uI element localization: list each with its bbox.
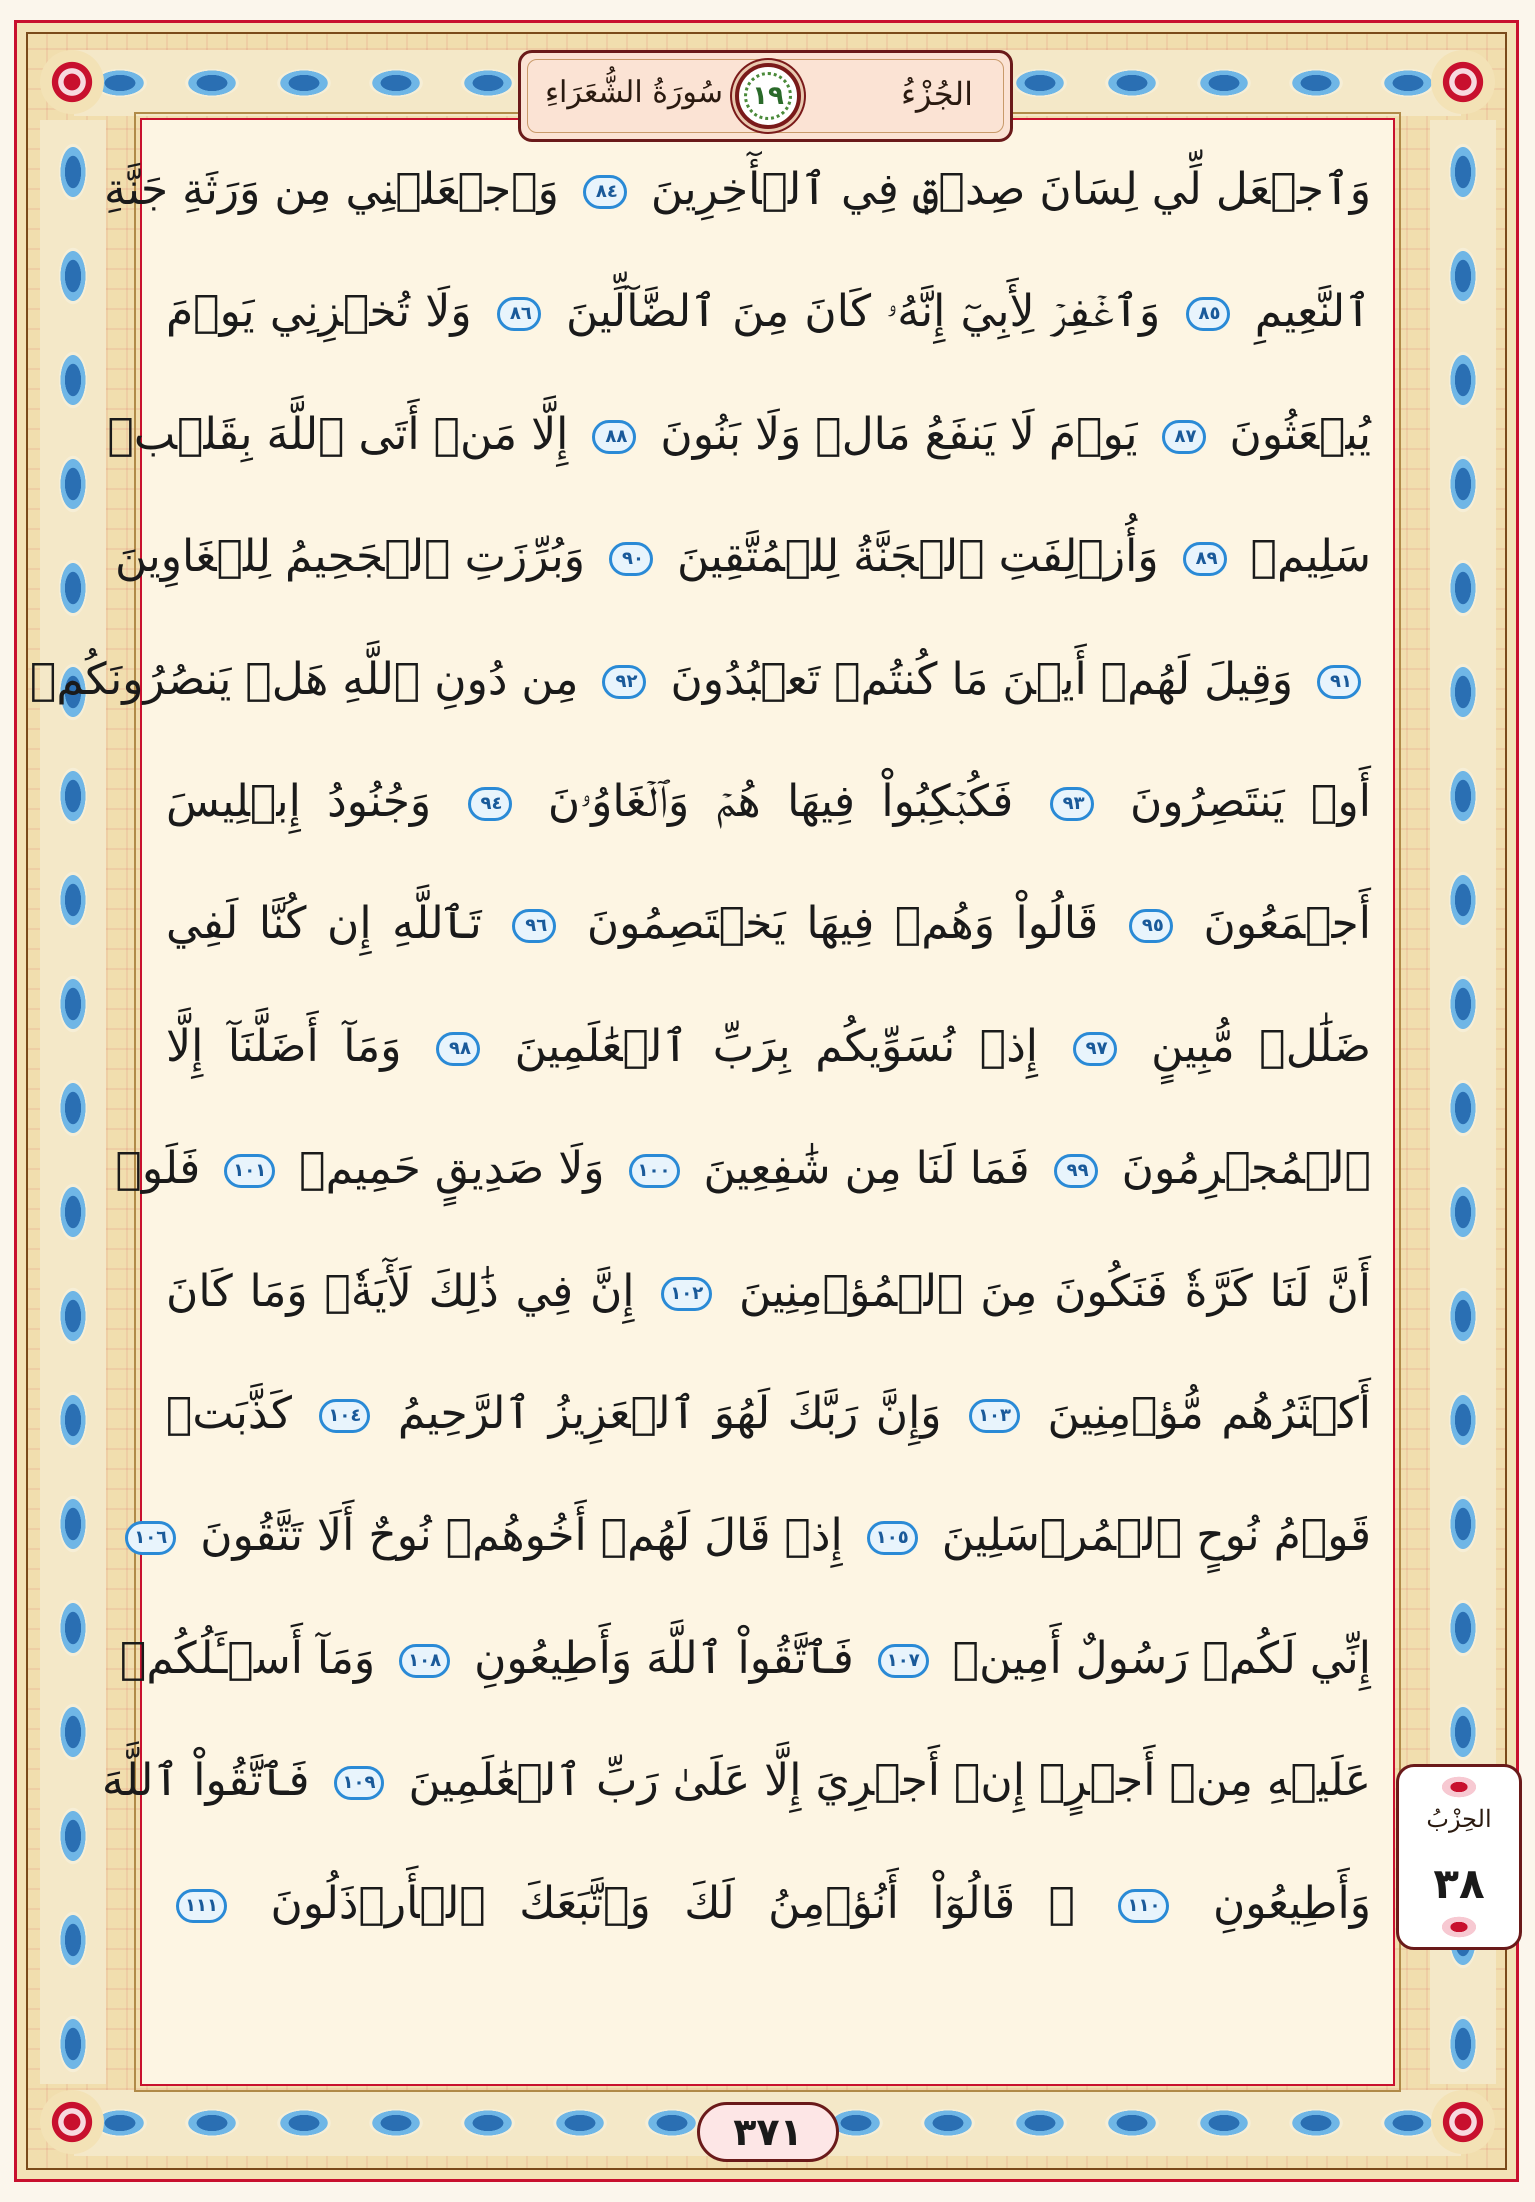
ayah-number-marker: ٨٧ — [1162, 420, 1206, 454]
verse-text: فَمَا لَنَا مِن شَٰفِعِينَ — [703, 1143, 1030, 1194]
verse-line — [166, 1862, 1371, 1946]
verse-text: فَلَوۡ — [115, 1143, 201, 1194]
verse-text: وَلَا تُخۡزِنِي يَوۡمَ — [166, 286, 472, 337]
verse-text: مِن دُونِ ٱللَّهِ هَلۡ يَنصُرُونَكُمۡ — [29, 654, 579, 705]
juz-number: ١٩ — [752, 81, 784, 111]
verse-text: وَقِيلَ لَهُمۡ أَيۡنَ مَا كُنتُمۡ تَعۡبُدُونَ — [670, 654, 1293, 705]
verse-line — [107, 393, 1371, 477]
verse-line — [115, 515, 1371, 599]
verse-line — [166, 270, 1371, 354]
ayah-number-marker: ١١٠ — [1118, 1889, 1169, 1923]
verse-line — [166, 1005, 1371, 1089]
verse-text: ٱلنَّعِيمِ — [1254, 286, 1371, 337]
verse-text: وَٱغۡفِرۡ لِأَبِيٓ إِنَّهُۥ كَانَ مِنَ ٱلضَّآلِّينَ — [566, 286, 1161, 337]
corner-rosette-icon — [1431, 50, 1495, 114]
verse-text: أَكۡثَرُهُم مُّؤۡمِنِينَ — [1047, 1388, 1371, 1439]
verse-line — [166, 882, 1371, 966]
ayah-number-marker: ١٠٠ — [629, 1154, 680, 1188]
ayah-number-marker: ٨٥ — [1186, 297, 1230, 331]
verse-text: سَلِيمٖ — [1250, 531, 1371, 582]
ornament-left — [40, 120, 106, 2084]
verse-text: وَٱجۡعَل لِّي لِسَانَ صِدۡقٖ فِي ٱلۡأٓخِرِينَ — [650, 164, 1371, 215]
corner-rosette-icon — [40, 50, 104, 114]
hizb-number: ٣٨ — [1433, 1859, 1485, 1908]
ayah-number-marker: ١٠٤ — [319, 1399, 370, 1433]
verse-line — [119, 1617, 1371, 1701]
ayah-number-marker: ٩٨ — [436, 1032, 480, 1066]
verse-text: ٱلۡمُجۡرِمُونَ — [1121, 1143, 1371, 1194]
verse-text: وَٱجۡعَلۡنِي مِن وَرَثَةِ جَنَّةِ — [104, 164, 559, 215]
ayah-number-marker: ١٠٦ — [125, 1521, 176, 1555]
verse-line — [166, 1372, 1371, 1456]
verse-text: قَالُواْ وَهُمۡ فِيهَا يَخۡتَصِمُونَ — [586, 898, 1099, 949]
ayah-number-marker: ١٠٧ — [878, 1644, 929, 1678]
verse-text: عَلَيۡهِ مِنۡ أَجۡرٍۖ إِنۡ أَجۡرِيَ إِلَّا عَلَىٰ رَبِّ ٱلۡعَٰلَمِينَ — [408, 1755, 1371, 1806]
verse-text: وَمَآ أَسۡـَٔلُكُمۡ — [119, 1633, 376, 1684]
verse-text: يُبۡعَثُونَ — [1229, 409, 1371, 460]
ayah-number-marker: ١٠٩ — [334, 1766, 385, 1800]
ayah-number-marker: ٩٧ — [1073, 1032, 1117, 1066]
verse-text: إِنَّ فِي ذَٰلِكَ لَأٓيَةٗۖ — [324, 1266, 635, 1317]
verse-text: وَبُرِّزَتِ ٱلۡجَحِيمُ لِلۡغَاوِينَ — [115, 531, 586, 582]
verse-text: وَجُنُودُ إِبۡلِيسَ — [166, 776, 432, 827]
hizb-marker — [1396, 1764, 1522, 1950]
corner-rosette-icon — [40, 2090, 104, 2154]
page-header — [518, 50, 1013, 142]
corner-rosette-icon — [1431, 2090, 1495, 2154]
ayah-number-marker: ٩١ — [1317, 665, 1361, 699]
ayah-number-marker: ٩٢ — [602, 665, 646, 699]
ayah-number-marker: ٩٣ — [1050, 787, 1094, 821]
verse-text: ضَلَٰلٖ مُّبِينٍ — [1151, 1021, 1371, 1072]
verse-line — [166, 760, 1371, 844]
ayah-number-marker: ١٠٨ — [399, 1644, 450, 1678]
juz-medallion — [735, 63, 801, 129]
hizb-ornament-icon — [1439, 1775, 1479, 1799]
verse-text: يَوۡمَ لَا يَنفَعُ مَالٞ وَلَا بَنُونَ — [660, 409, 1138, 460]
verse-text: قَوۡمُ نُوحٍ ٱلۡمُرۡسَلِينَ — [941, 1510, 1371, 1561]
verse-text: فَٱتَّقُواْ ٱللَّهَ — [101, 1755, 310, 1806]
verse-text: وَمَا كَانَ — [166, 1266, 308, 1317]
ayah-number-marker: ٨٨ — [592, 420, 636, 454]
verse-text: أَجۡمَعُونَ — [1203, 898, 1371, 949]
verse-text: وَأُزۡلِفَتِ ٱلۡجَنَّةُ لِلۡمُتَّقِينَ — [677, 531, 1159, 582]
verse-text: وَأَطِيعُونِ — [1212, 1878, 1371, 1929]
ayah-number-marker: ١١١ — [176, 1889, 227, 1923]
hizb-label: الحِزْبُ — [1426, 1805, 1492, 1833]
ayah-number-marker: ٨٤ — [583, 175, 627, 209]
ayah-number-marker: ٩٥ — [1129, 909, 1173, 943]
verse-text: إِنِّي لَكُمۡ رَسُولٌ أَمِينٞ — [952, 1633, 1371, 1684]
ayah-number-marker: ١٠٣ — [969, 1399, 1020, 1433]
verse-line — [101, 1739, 1371, 1823]
verse-text: فَٱتَّقُواْ ٱللَّهَ وَأَطِيعُونِ — [474, 1633, 854, 1684]
ayah-number-marker: ٩٤ — [468, 787, 512, 821]
verse-text: وَمَآ أَضَلَّنَآ إِلَّا — [166, 1021, 402, 1072]
verse-line — [134, 1494, 1371, 1578]
ayah-number-marker: ١٠٢ — [661, 1277, 712, 1311]
verse-text: كَذَّبَتۡ — [166, 1388, 292, 1439]
verse-text: إِلَّا مَنۡ أَتَى ٱللَّهَ بِقَلۡبٖ — [107, 409, 569, 460]
ayah-number-marker: ٩٠ — [609, 542, 653, 576]
juz-label: الجُزْءُ — [901, 75, 973, 113]
verse-line — [115, 1127, 1371, 1211]
verse-text: أَنَّ لَنَا كَرَّةٗ فَنَكُونَ مِنَ ٱلۡمُؤۡمِنِينَ — [739, 1266, 1371, 1317]
verse-text: فَكُبۡكِبُواْ فِيهَا هُمۡ وَٱلۡغَاوُۥنَ — [547, 776, 1014, 827]
verse-text: أَوۡ يَنتَصِرُونَ — [1129, 776, 1371, 827]
verse-text: تَٱللَّهِ إِن كُنَّا لَفِي — [166, 898, 482, 949]
ayah-number-marker: ١٠١ — [224, 1154, 275, 1188]
surah-name: سُورَةُ الشُّعَرَاءِ — [544, 75, 724, 110]
verse-text: وَلَا صَدِيقٍ حَمِيمٖ — [299, 1143, 605, 1194]
ayah-number-marker: ٩٦ — [512, 909, 556, 943]
ayah-number-marker: ٩٩ — [1054, 1154, 1098, 1188]
ayah-number-marker: ٨٦ — [497, 297, 541, 331]
ayah-number-marker: ١٠٥ — [867, 1521, 918, 1555]
verse-line — [166, 1250, 1371, 1334]
verse-line — [29, 638, 1371, 722]
verse-text: إِذۡ نُسَوِّيكُم بِرَبِّ ٱلۡعَٰلَمِينَ — [514, 1021, 1039, 1072]
verse-text: إِذۡ قَالَ لَهُمۡ أَخُوهُمۡ نُوحٌ أَلَا تَتَّقُونَ — [200, 1510, 843, 1561]
verse-line — [104, 148, 1371, 232]
hizb-ornament-icon — [1439, 1915, 1479, 1939]
verse-text: ۞ قَالُوٓاْ أَنُؤۡمِنُ لَكَ وَٱتَّبَعَكَ ٱلۡأَرۡذَلُونَ — [270, 1878, 1075, 1929]
ayah-number-marker: ٨٩ — [1183, 542, 1227, 576]
page-number: ٣٧١ — [697, 2102, 839, 2162]
verse-text: وَإِنَّ رَبَّكَ لَهُوَ ٱلۡعَزِيزُ ٱلرَّحِيمُ — [397, 1388, 942, 1439]
